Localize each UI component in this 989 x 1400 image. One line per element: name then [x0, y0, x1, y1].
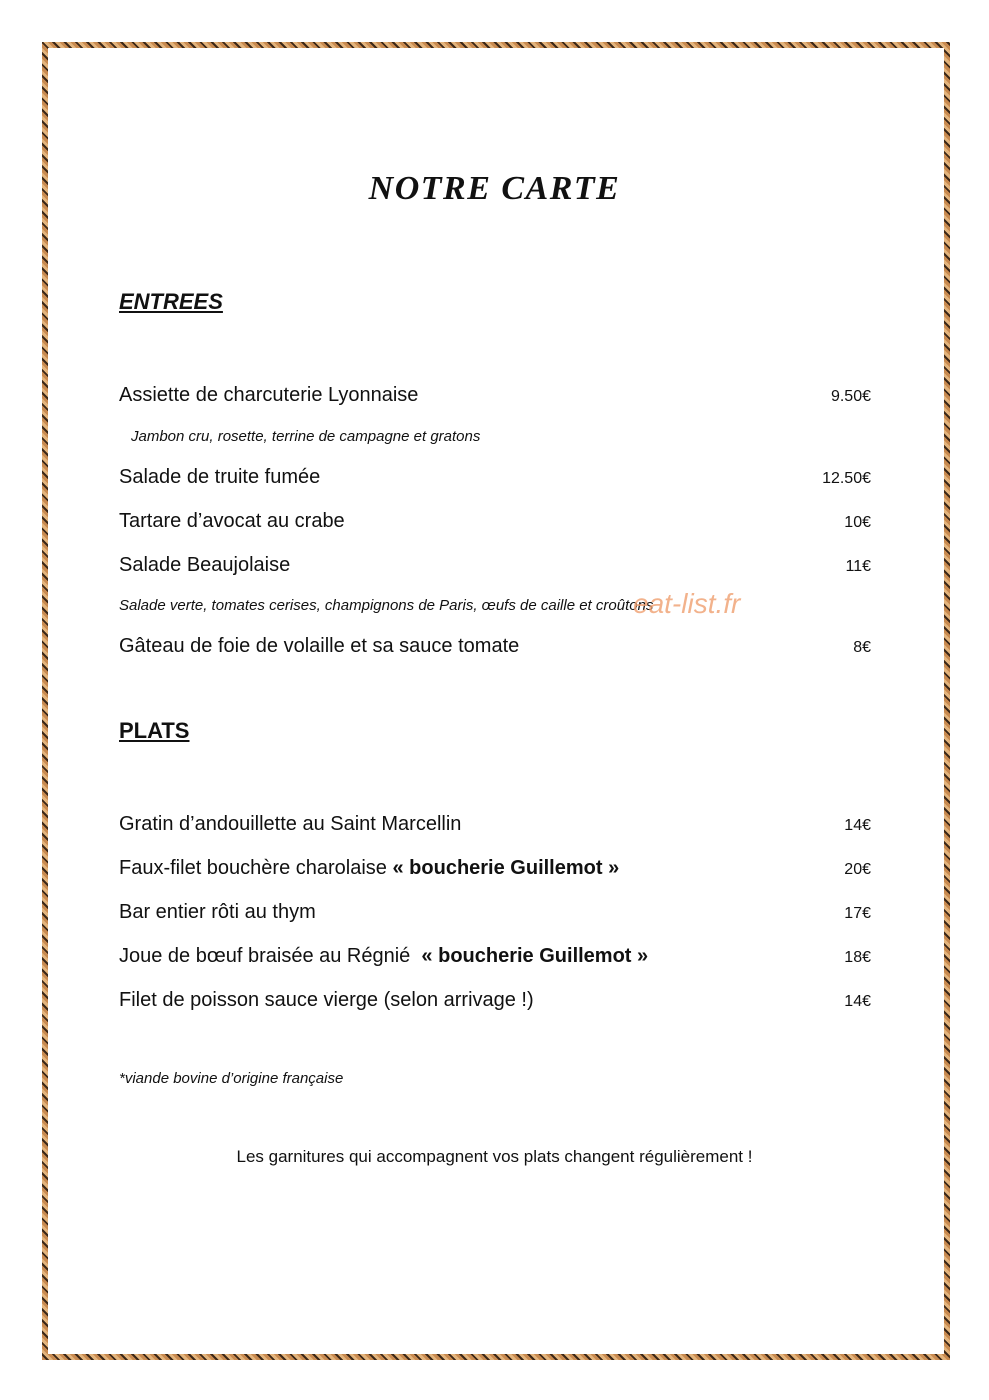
menu-title: NOTRE CARTE [368, 170, 621, 207]
item-name: Faux-filet bouchère charolaise « boucherie Guillemot » [119, 857, 620, 879]
origin-note: *viande bovine d’origine française [119, 1070, 344, 1087]
menu-item [119, 989, 871, 1012]
item-name: Salade Beaujolaise [119, 554, 291, 576]
menu-item [119, 384, 871, 407]
watermark: eat-list.fr [633, 588, 741, 619]
item-name: Gâteau de foie de volaille et sa sauce tomate [119, 635, 520, 657]
item-price: 8€ [853, 639, 871, 656]
menu-item [119, 510, 871, 533]
item-name: Salade de truite fumée [119, 466, 321, 488]
item-price: 14€ [844, 817, 871, 834]
item-name: Assiette de charcuterie Lyonnaise [119, 384, 419, 406]
item-price: 20€ [844, 861, 871, 878]
item-description: Salade verte, tomates cerises, champignons de Paris, œufs de caille et croûtons [119, 597, 654, 614]
menu-item [119, 901, 871, 924]
item-price: 18€ [844, 949, 871, 966]
menu-item [119, 945, 871, 968]
item-name: Bar entier rôti au thym [119, 901, 316, 923]
section-title-plats: PLATS [119, 718, 190, 743]
item-price: 10€ [844, 514, 871, 531]
item-name: Tartare d’avocat au crabe [119, 510, 345, 532]
menu-item [119, 554, 871, 577]
item-price: 12.50€ [822, 470, 871, 487]
menu-item [119, 635, 871, 658]
item-name: Joue de bœuf braisée au Régnié « boucherie Guillemot » [119, 945, 649, 967]
butcher-label: « boucherie Guillemot » [392, 857, 620, 879]
item-name: Gratin d’andouillette au Saint Marcellin [119, 813, 462, 835]
item-description: Jambon cru, rosette, terrine de campagne et gratons [131, 428, 481, 445]
menu-item [119, 857, 871, 880]
item-price: 9.50€ [830, 388, 871, 405]
item-name: Filet de poisson sauce vierge (selon arrivage !) [119, 989, 534, 1011]
menu-item [119, 466, 871, 489]
menu-item [119, 813, 871, 836]
item-price: 14€ [844, 993, 871, 1010]
section-title-entrees: ENTREES [119, 289, 223, 314]
butcher-label: « boucherie Guillemot » [421, 945, 649, 967]
item-price: 11€ [845, 558, 871, 575]
footer-note: Les garnitures qui accompagnent vos plats changent régulièrement ! [236, 1147, 753, 1166]
item-price: 17€ [844, 905, 871, 922]
